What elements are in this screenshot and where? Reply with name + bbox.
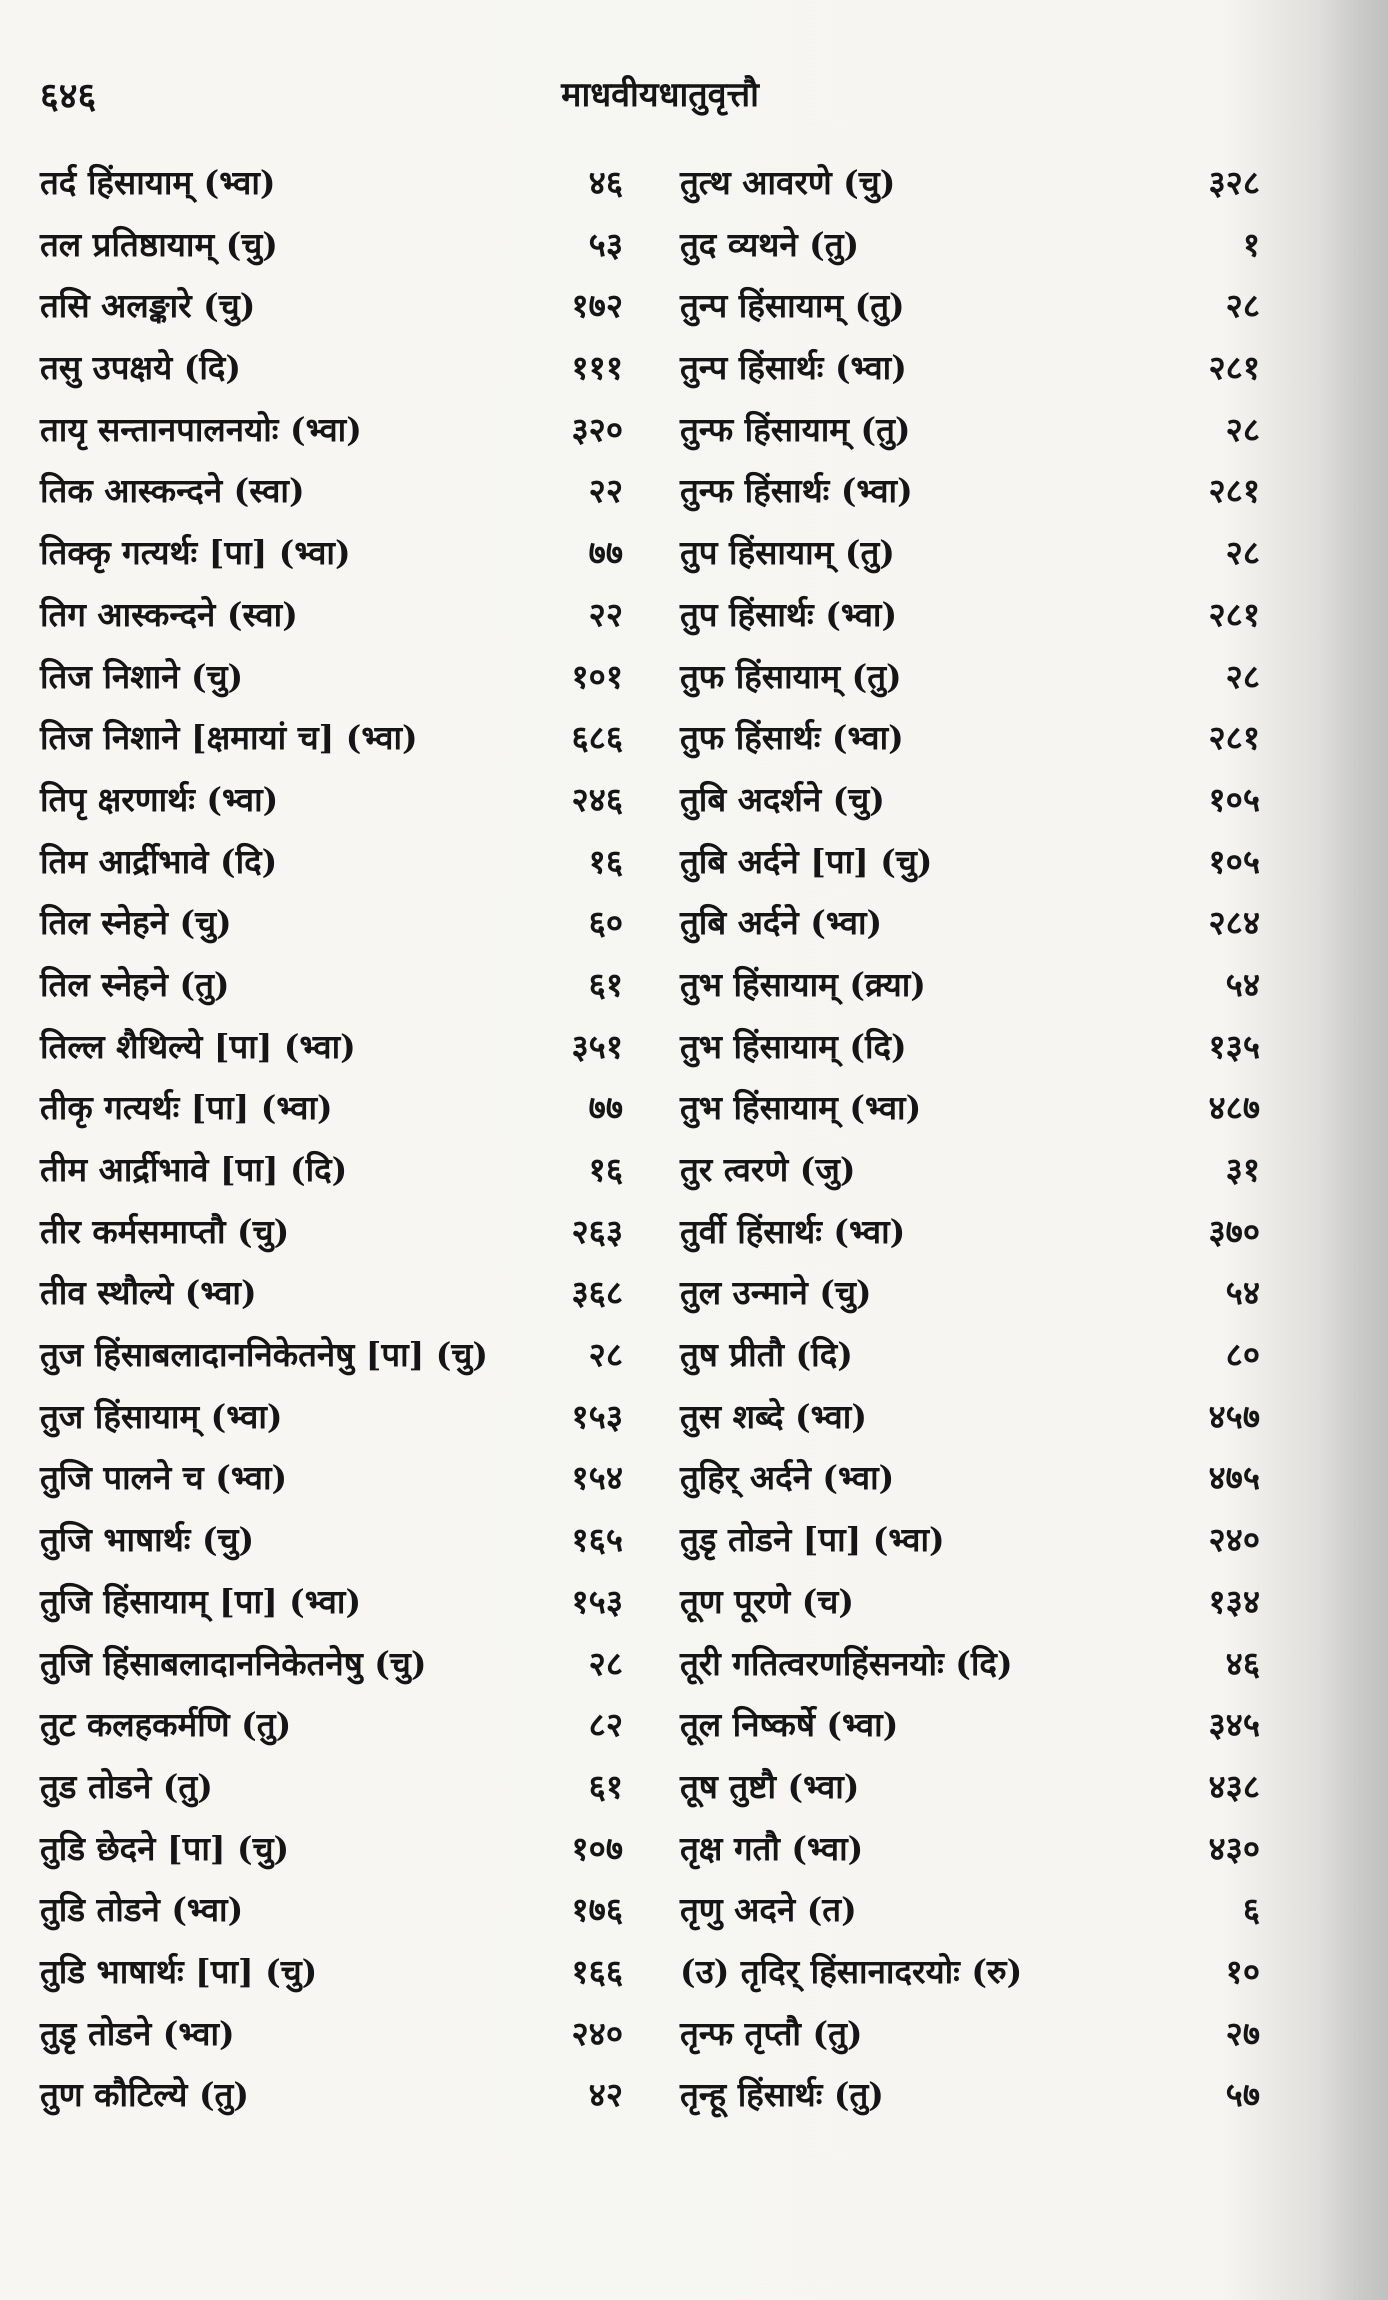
dhatu-root-meaning: तुद व्यथने (तु) — [680, 224, 860, 264]
dhatu-root-meaning: तुडृ तोडने (भ्वा) — [40, 2013, 235, 2053]
page-reference: २८ — [588, 1643, 623, 1683]
dhatu-entry — [680, 1941, 1260, 2003]
dhatu-entry — [680, 399, 1260, 461]
dhatu-entry — [680, 275, 1260, 337]
page-reference: ६१ — [588, 1766, 623, 1806]
page-reference: ४६ — [1225, 1643, 1260, 1683]
dhatu-entry — [40, 769, 623, 831]
page-reference: ४७५ — [1208, 1458, 1260, 1498]
dhatu-root-meaning: तुभ हिंसायाम् (भ्वा) — [680, 1088, 922, 1128]
dhatu-entry — [40, 1077, 623, 1139]
dhatu-root-meaning: तुभ हिंसायाम् (क्र्या) — [680, 964, 926, 1004]
dhatu-root-meaning: तुत्थ आवरणे (चु) — [680, 163, 896, 202]
dhatu-root-meaning: तूण पूरणे (च) — [680, 1581, 854, 1621]
dhatu-root-meaning: तुजि हिंसाबलादाननिकेतनेषु (चु) — [40, 1643, 427, 1683]
page-reference: २८४ — [1208, 903, 1260, 943]
dhatu-entry — [40, 460, 623, 522]
page-reference: २८ — [588, 1335, 623, 1375]
dhatu-entry — [40, 1139, 623, 1201]
dhatu-entry — [680, 646, 1260, 708]
dhatu-entry — [40, 1818, 623, 1880]
dhatu-root-meaning: तूष तुष्टौ (भ्वा) — [680, 1766, 860, 1806]
page-reference: ५४ — [1225, 1273, 1260, 1313]
page-reference: २८ — [1225, 409, 1260, 449]
page-reference: २८१ — [1208, 348, 1260, 388]
dhatu-entry — [40, 275, 623, 337]
dhatu-root-meaning: तुड तोडने (तु) — [40, 1766, 213, 1806]
dhatu-root-meaning: तृन्हू हिंसार्थः (तु) — [680, 2075, 884, 2115]
dhatu-entry — [40, 1509, 623, 1571]
dhatu-entry — [40, 646, 623, 708]
dhatu-root-meaning: तुबि अदर्शने (चु) — [680, 779, 885, 819]
dhatu-root-meaning: तुज हिंसाबलादाननिकेतनेषु [पा] (चु) — [40, 1335, 488, 1375]
dhatu-root-meaning: तुबि अर्दने (भ्वा) — [680, 903, 883, 943]
dhatu-root-meaning: तसु उपक्षये (दि) — [40, 348, 242, 388]
page-reference: २८१ — [1208, 594, 1260, 634]
dhatu-root-meaning: तुफ हिंसायाम् (तु) — [680, 656, 902, 696]
page-reference: २६३ — [571, 1211, 623, 1251]
page-reference: ४३८ — [1208, 1766, 1260, 1806]
dhatu-root-meaning: तुफ हिंसार्थः (भ्वा) — [680, 718, 904, 758]
dhatu-root-meaning: तुर्वी हिंसार्थः (भ्वा) — [680, 1211, 906, 1251]
page-edge-shadow — [1318, 0, 1388, 2300]
dhatu-entry — [680, 1201, 1260, 1263]
dhatu-entry — [680, 1818, 1260, 1880]
left-column — [40, 152, 623, 2126]
dhatu-entry — [40, 337, 623, 399]
dhatu-root-meaning: तीव स्थौल्ये (भ्वा) — [40, 1273, 257, 1313]
dhatu-entry — [40, 584, 623, 646]
dhatu-root-meaning: तर्द हिंसायाम् (भ्वा) — [40, 163, 276, 202]
dhatu-root-meaning: तसि अलङ्कारे (चु) — [40, 286, 256, 326]
dhatu-entry — [680, 831, 1260, 893]
page-reference: ३७० — [1208, 1211, 1260, 1251]
dhatu-root-meaning: तुडृ तोडने [पा] (भ्वा) — [680, 1520, 945, 1560]
dhatu-entry — [680, 584, 1260, 646]
page-reference: ५४ — [1225, 964, 1260, 1004]
dhatu-entry — [40, 1016, 623, 1078]
dhatu-root-meaning: तिल्ल शैथिल्ये [पा] (भ्वा) — [40, 1026, 356, 1066]
dhatu-root-meaning: तुन्प हिंसायाम् (तु) — [680, 286, 905, 326]
page-reference: २४६ — [571, 779, 623, 819]
dhatu-root-meaning: तुजि भाषार्थः (चु) — [40, 1520, 255, 1560]
dhatu-root-meaning: तुस शब्दे (भ्वा) — [680, 1396, 867, 1436]
dhatu-root-meaning: तिल स्नेहने (तु) — [40, 964, 230, 1004]
page-reference: २७ — [1225, 2013, 1260, 2053]
page-reference: १०७ — [571, 1828, 623, 1868]
dhatu-root-meaning: तल प्रतिष्ठायाम् (चु) — [40, 224, 278, 264]
dhatu-entry — [680, 1571, 1260, 1633]
dhatu-root-meaning: तिज निशाने [क्षमायां च] (भ्वा) — [40, 718, 418, 758]
dhatu-root-meaning: (उ) तृदिर् हिंसानादरयोः (रु) — [680, 1951, 1023, 1991]
page-reference: १६५ — [571, 1520, 623, 1560]
page-reference: १३५ — [1208, 1026, 1260, 1066]
page-reference: ३१ — [1225, 1150, 1260, 1189]
page-reference: २८ — [1225, 533, 1260, 573]
page-reference: ७७ — [588, 1088, 623, 1128]
dhatu-root-meaning: तुन्फ हिंसार्थः (भ्वा) — [680, 471, 913, 511]
dhatu-root-meaning: तीकृ गत्यर्थः [पा] (भ्वा) — [40, 1088, 333, 1128]
page-reference: २४० — [1208, 1520, 1260, 1560]
dhatu-entry — [40, 2064, 623, 2126]
dhatu-root-meaning: तुज हिंसायाम् (भ्वा) — [40, 1396, 283, 1436]
dhatu-root-meaning: तुल उन्माने (चु) — [680, 1273, 872, 1313]
dhatu-root-meaning: तुप हिंसार्थः (भ्वा) — [680, 594, 898, 634]
page-reference: ३६८ — [571, 1273, 623, 1313]
dhatu-root-meaning: तुहिर् अर्दने (भ्वा) — [680, 1458, 895, 1498]
dhatu-root-meaning: तृन्फ तृप्तौ (तु) — [680, 2013, 863, 2053]
page-reference: १७६ — [571, 1890, 623, 1930]
dhatu-entry — [680, 1509, 1260, 1571]
dhatu-root-meaning: तूल निष्कर्षे (भ्वा) — [680, 1705, 899, 1745]
dhatu-root-meaning: तिक्कृ गत्यर्थः [पा] (भ्वा) — [40, 533, 351, 573]
dhatu-root-meaning: तुबि अर्दने [पा] (चु) — [680, 841, 933, 881]
page-reference: ३२८ — [1208, 163, 1260, 202]
dhatu-root-meaning: तिल स्नेहने (चु) — [40, 903, 232, 943]
running-title: माधवीयधातुवृत्तौ — [561, 75, 759, 115]
dhatu-entry — [40, 1879, 623, 1941]
dhatu-root-meaning: तुन्प हिंसार्थः (भ्वा) — [680, 348, 907, 388]
page-reference: १ — [1242, 224, 1260, 264]
page-reference: ३४५ — [1208, 1705, 1260, 1745]
dhatu-root-meaning: तृणु अदने (त) — [680, 1890, 857, 1930]
page-reference: ६० — [588, 903, 623, 943]
dhatu-entry — [680, 1262, 1260, 1324]
dhatu-root-meaning: तिग आस्कन्दने (स्वा) — [40, 594, 298, 634]
dhatu-entry — [680, 460, 1260, 522]
dhatu-root-meaning: तुट कलहकर्मणि (तु) — [40, 1705, 292, 1745]
dhatu-entry — [40, 399, 623, 461]
page-reference: ७७ — [588, 533, 623, 573]
dhatu-entry — [40, 1386, 623, 1448]
page-reference: १०५ — [1208, 779, 1260, 819]
page-reference: ५३ — [588, 224, 623, 264]
dhatu-root-meaning: तिज निशाने (चु) — [40, 656, 244, 696]
page-reference: ४३० — [1208, 1828, 1260, 1868]
page-reference: ४६ — [588, 163, 623, 202]
dhatu-entry — [680, 1756, 1260, 1818]
page-reference: १० — [1225, 1951, 1260, 1991]
dhatu-entry — [680, 337, 1260, 399]
dhatu-entry — [680, 954, 1260, 1016]
page-reference: ३२० — [571, 409, 623, 449]
dhatu-root-meaning: तुजि पालने च (भ्वा) — [40, 1458, 288, 1498]
page-reference: २८१ — [1208, 718, 1260, 758]
dhatu-root-meaning: तृक्ष गतौ (भ्वा) — [680, 1828, 864, 1868]
dhatu-root-meaning: तुडि भाषार्थः [पा] (चु) — [40, 1951, 318, 1991]
page-reference: १६६ — [571, 1951, 623, 1991]
right-column — [680, 152, 1260, 2126]
dhatu-entry — [680, 2003, 1260, 2065]
page-reference: १७२ — [571, 286, 623, 326]
dhatu-root-meaning: तुप हिंसायाम् (तु) — [680, 533, 895, 573]
page-reference: १६ — [588, 841, 623, 881]
page-reference: २८ — [1225, 286, 1260, 326]
dhatu-entry — [680, 152, 1260, 214]
dhatu-entry — [40, 1571, 623, 1633]
dhatu-entry — [680, 214, 1260, 276]
page-reference: २८१ — [1208, 471, 1260, 511]
dhatu-entry — [680, 2064, 1260, 2126]
page-reference: २४० — [571, 2013, 623, 2053]
dhatu-entry — [680, 1633, 1260, 1695]
dhatu-root-meaning: तुष प्रीतौ (दि) — [680, 1335, 853, 1375]
dhatu-entry — [40, 1756, 623, 1818]
dhatu-entry — [680, 1077, 1260, 1139]
dhatu-entry — [680, 1879, 1260, 1941]
dhatu-root-meaning: तीर कर्मसमाप्तौ (चु) — [40, 1211, 290, 1251]
dhatu-root-meaning: तिपृ क्षरणार्थः (भ्वा) — [40, 779, 279, 819]
page-reference: २८ — [1225, 656, 1260, 696]
dhatu-root-meaning: तुजि हिंसायाम् [पा] (भ्वा) — [40, 1581, 362, 1621]
dhatu-entry — [40, 1941, 623, 2003]
dhatu-entry — [40, 1262, 623, 1324]
dhatu-root-meaning: तुर त्वरणे (जु) — [680, 1150, 856, 1189]
dhatu-root-meaning: तायृ सन्तानपालनयोः (भ्वा) — [40, 409, 362, 449]
page-reference: ५७ — [1225, 2075, 1260, 2115]
dhatu-entry — [40, 1201, 623, 1263]
dhatu-entry — [40, 152, 623, 214]
dhatu-entry — [680, 1447, 1260, 1509]
page-reference: १६ — [588, 1150, 623, 1189]
dhatu-root-meaning: तीम आर्द्रीभावे [पा] (दि) — [40, 1150, 348, 1189]
dhatu-entry — [40, 214, 623, 276]
page-reference: ६८६ — [571, 718, 623, 758]
page-reference: ३५१ — [571, 1026, 623, 1066]
page-reference: १५३ — [571, 1396, 623, 1436]
page-reference: ८० — [1225, 1335, 1260, 1375]
dhatu-root-meaning: तुडि छेदने [पा] (चु) — [40, 1828, 290, 1868]
dhatu-entry — [680, 892, 1260, 954]
dhatu-root-meaning: तिम आर्द्रीभावे (दि) — [40, 841, 278, 881]
dhatu-entry — [40, 522, 623, 584]
dhatu-entry — [680, 769, 1260, 831]
page-reference: १५३ — [571, 1581, 623, 1621]
dhatu-root-meaning: तूरी गतित्वरणहिंसनयोः (दि) — [680, 1643, 1013, 1683]
page-reference: ६१ — [588, 964, 623, 1004]
dhatu-entry — [680, 1139, 1260, 1201]
dhatu-entry — [680, 707, 1260, 769]
page-reference: २२ — [588, 471, 623, 511]
dhatu-entry — [40, 1633, 623, 1695]
page-reference: ८२ — [588, 1705, 623, 1745]
dhatu-entry — [40, 1324, 623, 1386]
page-reference: ६ — [1242, 1890, 1260, 1930]
dhatu-entry — [40, 1447, 623, 1509]
dhatu-entry — [680, 1016, 1260, 1078]
page-reference: ४२ — [588, 2075, 623, 2115]
page-reference: २२ — [588, 594, 623, 634]
dhatu-root-meaning: तिक आस्कन्दने (स्वा) — [40, 471, 305, 511]
page-reference: १११ — [571, 348, 623, 388]
dhatu-entry — [680, 1386, 1260, 1448]
dhatu-entry — [680, 1694, 1260, 1756]
page-reference: ४५७ — [1208, 1396, 1260, 1436]
page-reference: १०५ — [1208, 841, 1260, 881]
dhatu-entry — [40, 2003, 623, 2065]
page-reference: १०१ — [571, 656, 623, 696]
dhatu-entry — [40, 831, 623, 893]
dhatu-entry — [680, 1324, 1260, 1386]
page-reference: १५४ — [571, 1458, 623, 1498]
dhatu-entry — [680, 522, 1260, 584]
dhatu-root-meaning: तुडि तोडने (भ्वा) — [40, 1890, 244, 1930]
dhatu-root-meaning: तुण कौटिल्ये (तु) — [40, 2075, 249, 2115]
page-reference: १३४ — [1208, 1581, 1260, 1621]
dhatu-entry — [40, 892, 623, 954]
dhatu-entry — [40, 707, 623, 769]
page-reference: ४८७ — [1208, 1088, 1260, 1128]
dhatu-entry — [40, 1694, 623, 1756]
dhatu-root-meaning: तुन्फ हिंसायाम् (तु) — [680, 409, 911, 449]
page-number: ६४६ — [40, 75, 97, 117]
page-header — [40, 60, 1280, 130]
dhatu-entry — [40, 954, 623, 1016]
dhatu-root-meaning: तुभ हिंसायाम् (दि) — [680, 1026, 907, 1066]
